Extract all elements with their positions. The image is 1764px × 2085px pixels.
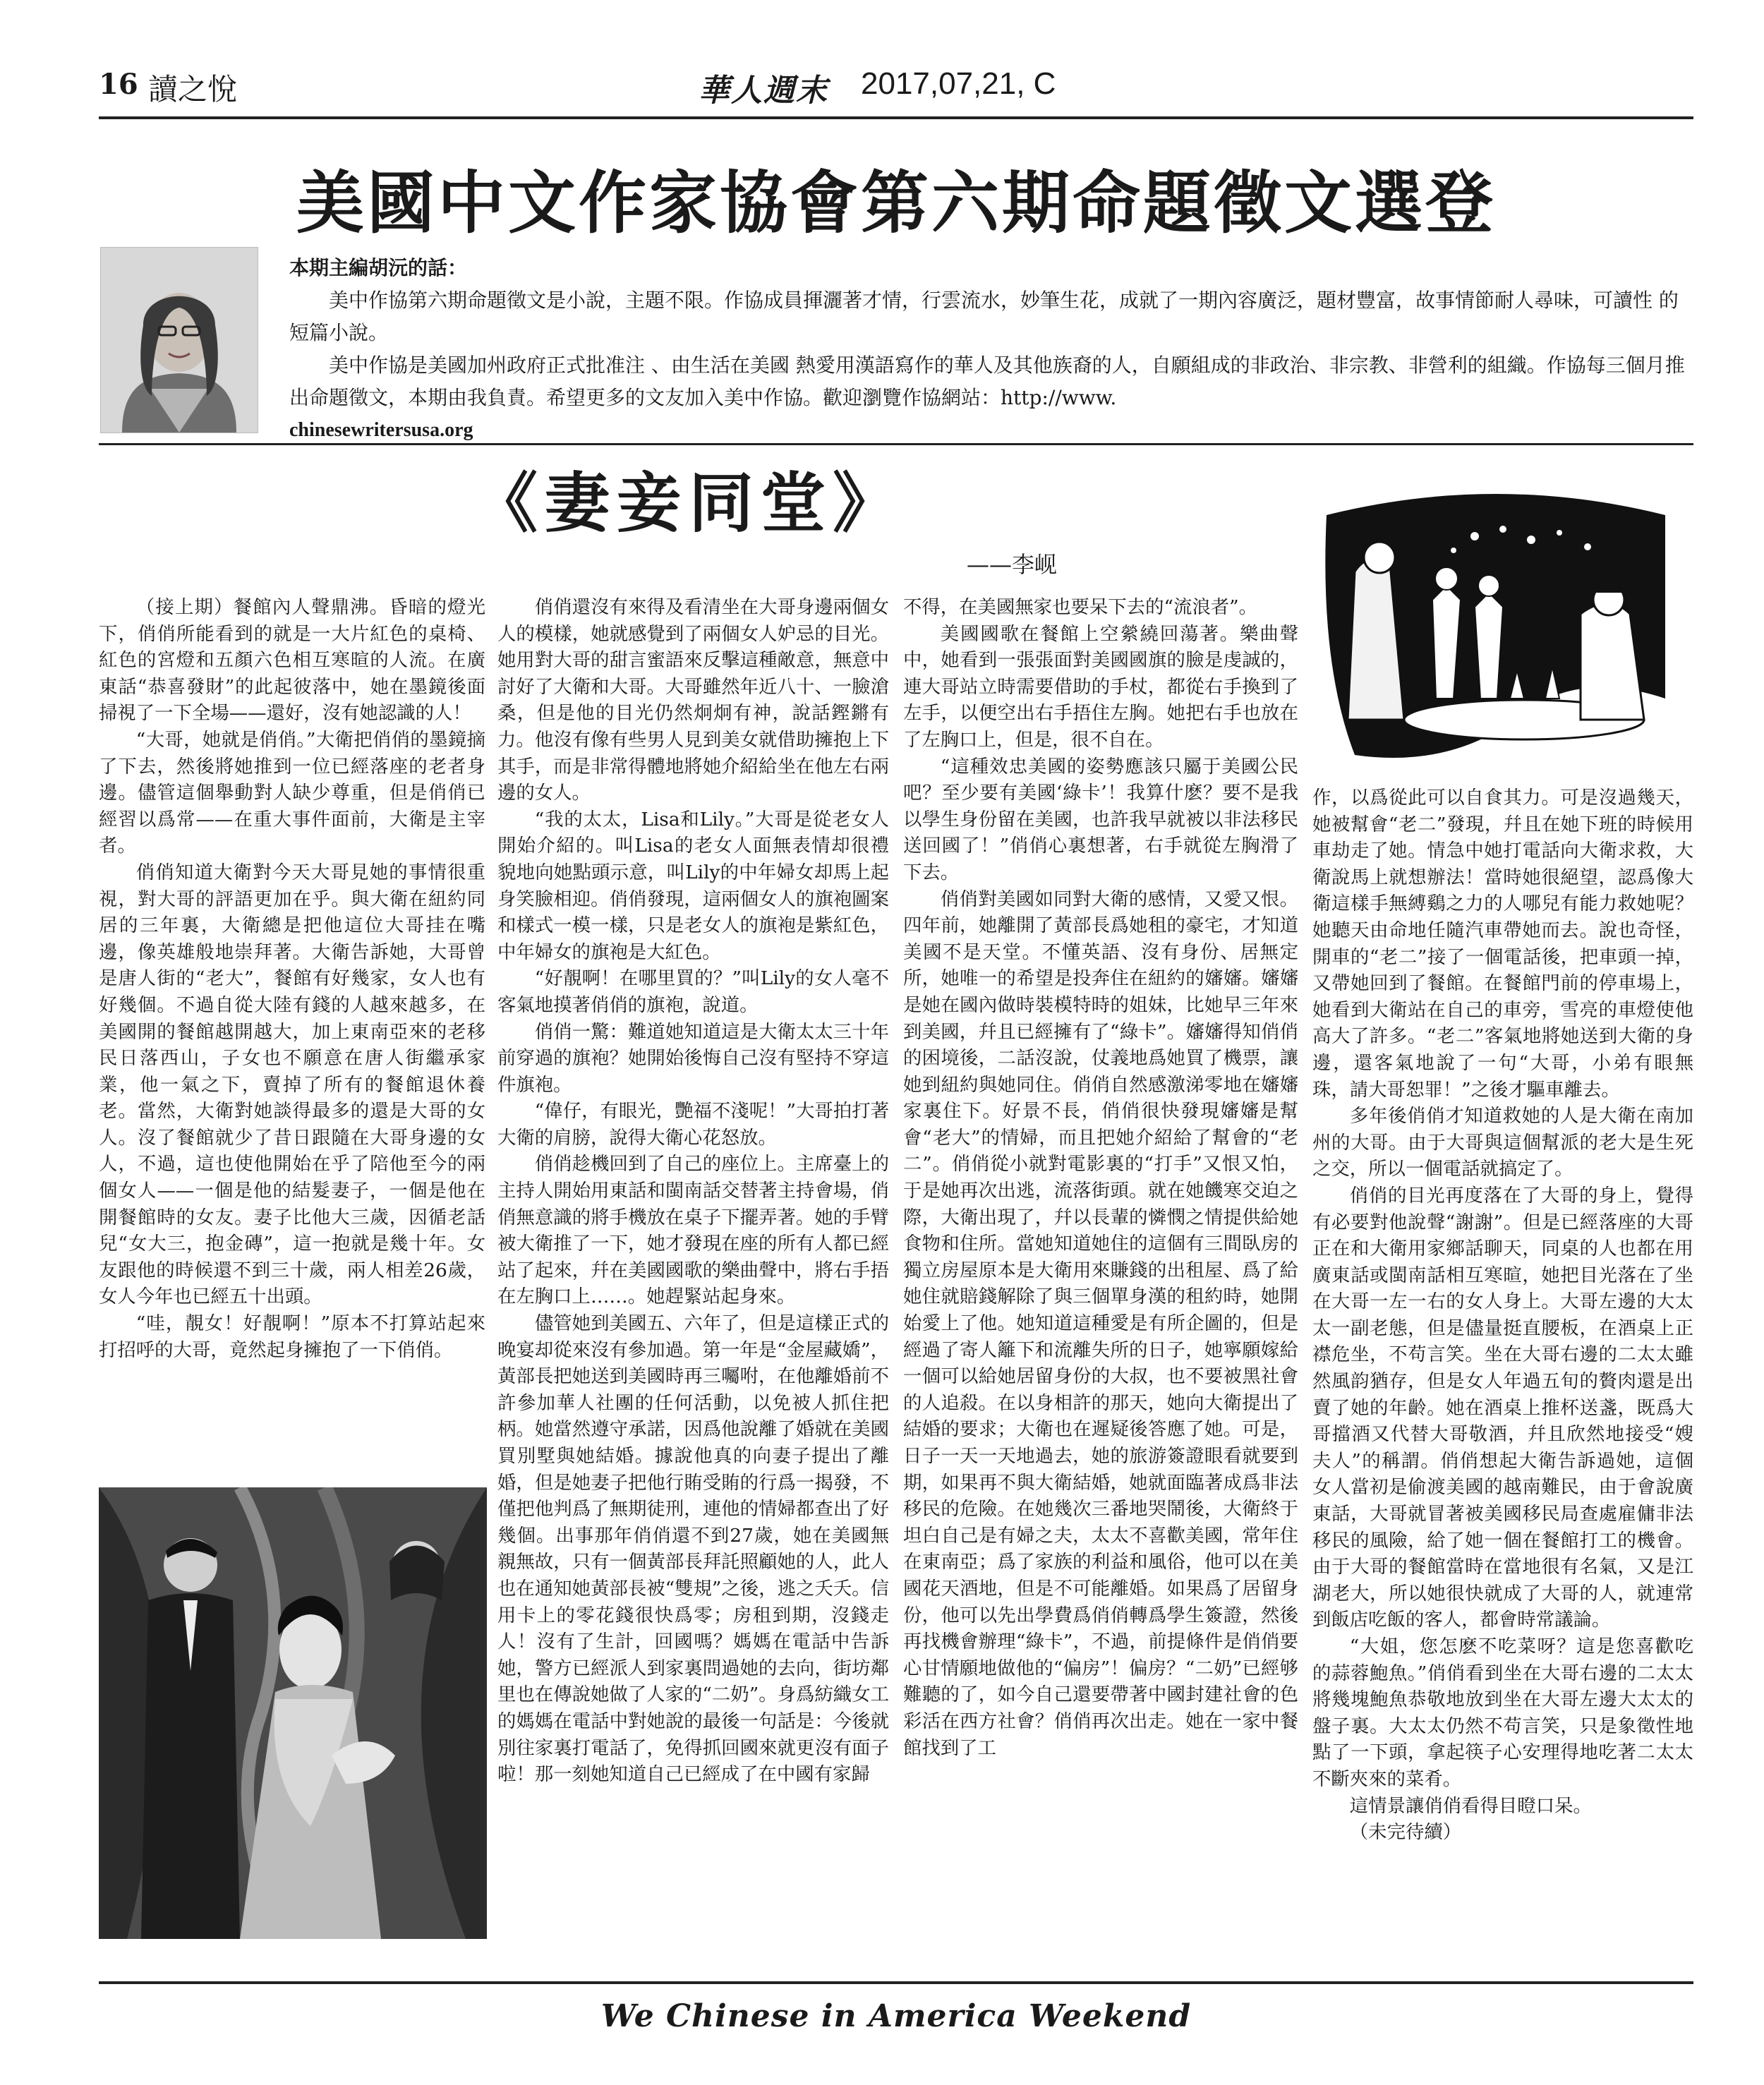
editor-note-paragraph: 美中作協第六期命題徵文是小說，主題不限。作協成員揮灑著才情，行雲流水，妙筆生花，成就了一期內容廣泛，題材豐富，故事情節耐人尋味，可讀性 的短篇小說。: [289, 289, 1679, 344]
publication-masthead: 華人週末: [699, 73, 828, 109]
story-column-4: [1312, 785, 1693, 1846]
footer-rule: [99, 1981, 1693, 1984]
story-paragraph: “大哥，她就是俏俏。”大衛把俏俏的墨鏡摘了下去，然後將她推到一位已經落座的老者身邊。儘管這個舉動對人缺少尊重，但是俏俏已經習以爲常——在重大事件面前，大衛是主宰者。: [99, 728, 485, 857]
story-paragraph: （未完待續）: [1349, 1821, 1462, 1844]
header-rule: [99, 116, 1693, 119]
page-title: 美國中文作家協會第六期命題徵文選登: [296, 164, 1496, 243]
page-number: 16: [99, 68, 138, 101]
story-paragraph: 美國國歌在餐館上空縈繞回蕩著。樂曲聲中，她看到一張張面對美國國旗的臉是虔誠的，連大哥站立時需要借助的手杖，都從右手換到了左手，以便空出右手捂住左胸。她把右手也放在了左胸口上，但是，很不自在。: [903, 622, 1298, 751]
footer-masthead: We Chinese in America Weekend: [600, 1998, 1192, 2034]
story-paragraph: “我的太太，Lisa和Lily。”大哥是從老女人開始介紹的。叫Lisa的老女人面無表情却很禮貌地向她點頭示意，叫Lily的中年婦女却馬上起身笑臉相迎。俏俏發現，這兩個女人的旗袍圖案和樣式一模一樣，只是老女人的旗袍是紫紅色，中年婦女的旗袍是大紅色。: [497, 808, 889, 963]
editor-note-paragraph: 美中作協是美國加州政府正式批准注 、由生活在美國 熱愛用漢語寫作的華人及其他族裔的人，自願組成的非政治、非宗教、非營利的組織。作協每三個月推出命題徵文，本期由我負責。希望更多的文友加入美中作協。歡迎瀏覽作協網站：http://www.: [289, 353, 1685, 409]
story-paragraph: 作，以爲從此可以自食其力。可是沒過幾天，她被幫會“老二”發現，幷且在她下班的時候用車劫走了她。情急中她打電話向大衛求救，大衛說馬上就想辦法！當時她很絕望，認爲像大衛這樣手無縛鷄之力的人哪兒有能力救她呢？她聽天由命地任隨汽車帶她而去。說也奇怪，開車的“老二”接了一個電話後，把車頭一掉，又帶她回到了餐館。在餐館門前的停車場上，她看到大衛站在自己的車旁，雪亮的車燈使他高大了許多。“老二”客氣地將她送到大衛的身邊，還客氣地說了一句“大哥，小弟有眼無珠，請大哥恕罪！”之後才驅車離去。: [1312, 787, 1693, 1101]
section-name: 讀之悅: [148, 72, 238, 107]
editor-note-heading: 本期主編胡沅的話：: [289, 256, 468, 279]
story-column-1: [99, 594, 485, 1363]
story-paragraph: 俏俏還沒有來得及看清坐在大哥身邊兩個女人的模樣，她就感覺到了兩個女人妒忌的目光。她用對大哥的甜言蜜語來反擊這種敵意，無意中討好了大衛和大哥。大哥雖然年近八十、一臉滄桑，但是他的目光仍然炯炯有神，說話鏗鏘有力。他沒有像有些男人見到美女就借助擁抱上下其手，而是非常得體地將她介紹給坐在他左右兩邊的女人。: [497, 596, 889, 804]
story-column-2: [497, 594, 889, 1788]
intro-rule: [99, 443, 1693, 445]
story-paragraph: “哇，靚女！好靚啊！”原本不打算站起來打招呼的大哥，竟然起身擁抱了一下俏俏。: [99, 1312, 485, 1361]
story-paragraph: “好靚啊！在哪里買的？”叫Lily的女人毫不客氣地摸著俏俏的旗袍，說道。: [497, 967, 889, 1016]
page-header: [99, 65, 1693, 107]
editor-photo: [100, 247, 258, 433]
art-deco-dining-illustration: [1312, 487, 1679, 769]
story-paragraph: 不得，在美國無家也要呆下去的“流浪者”。: [903, 596, 1258, 618]
story-title: 《妻妾同堂》: [473, 465, 905, 541]
story-paragraph: 儘管她到美國五、六年了，但是這樣正式的晚宴却從來沒有參加過。第一年是“金屋藏嬌”，黃部長把她送到美國時再三囑咐，在他離婚前不許參加華人社團的任何活動，以免被人抓住把柄。她當然遵守承諾，因爲他說離了婚就在美國買別墅與她結婚。據說他真的向妻子提出了離婚，但是她妻子把他行賄受賄的行爲一揭發，不僅把他判爲了無期徒刑，連他的情婦都查出了好幾個。出事那年俏俏還不到27歲，她在美國無親無故，只有一個黃部長拜託照顧她的人，此人也在通知她黃部長被“雙規”之後，逃之夭夭。信用卡上的零花錢很快爲零；房租到期，沒錢走人！沒有了生計，回國嗎？媽媽在電話中告訴她，警方已經派人到家裏問過她的去向，街坊鄰里也在傳說她做了人家的“二奶”。身爲紡織女工的媽媽在電話中對她說的最後一句話是：今後就別往家裏打電話了，免得抓回國來就更沒有面子啦！那一刻她知道自己已經成了在中國有家歸: [497, 1312, 889, 1786]
story-paragraph: 這情景讓俏俏看得目瞪口呆。: [1349, 1794, 1592, 1817]
story-paragraph: 多年後俏俏才知道救她的人是大衛在南加州的大哥。由于大哥與這個幫派的老大是生死之交，所以一個電話就搞定了。: [1312, 1105, 1693, 1180]
story-paragraph: “大姐，您怎麽不吃菜呀？這是您喜歡吃的蒜蓉鮑魚。”俏俏看到坐在大哥右邊的二太太將幾塊鮑魚恭敬地放到坐在大哥左邊大太太的盤子裏。大太太仍然不苟言笑，只是象徵性地點了一下頭，拿起筷子心安理得地吃著二太太不斷夾來的菜肴。: [1312, 1636, 1693, 1790]
website-link[interactable]: chinesewritersusa.org: [289, 419, 473, 441]
story-paragraph: 俏俏趁機回到了自己的座位上。主席臺上的主持人開始用東話和閩南話交替著主持會場，俏俏無意識的將手機放在桌子下擺弄著。她的手臂被大衛推了一下，她才發現在座的所有人都已經站了起來，幷在美國國歌的樂曲聲中，將右手捂在左胸口上……。她趕緊站起身來。: [497, 1153, 889, 1308]
story-paragraph: 俏俏知道大衛對今天大哥見她的事情很重視，對大哥的評語更加在乎。與大衛在紐約同居的三年裏，大衛總是把他這位大哥挂在嘴邊，像英雄般地崇拜著。大衛告訴她，大哥曾是唐人街的“老大”，餐館有好幾家，女人也有好幾個。不過自從大陸有錢的人越來越多，在美國開的餐館越開越大，加上東南亞來的老移民日落西山，子女也不願意在唐人街繼承家業，他一氣之下，賣掉了所有的餐館退休養老。當然，大衛對她談得最多的還是大哥的女人。沒了餐館就少了昔日跟隨在大哥身邊的女人，不過，這也使他開始在乎了陪他至今的兩個女人——一個是他的結髮妻子，一個是他在開餐館時的女友。妻子比他大三歲，因循老話兒“女大三，抱金磚”，這一抱就是幾十年。女友跟他的時候還不到三十歲，兩人相差26歲，女人今年也已經五十出頭。: [99, 861, 485, 1308]
story-paragraph: “這種效忠美國的姿勢應該只屬于美國公民吧？至少要有美國‘綠卡’！我算什麽？要不是我以學生身份留在美國，也許我早就被以非法移民送回國了！”俏俏心裏想著，右手就從左胸滑了下去。: [903, 755, 1298, 883]
story-paragraph: “偉仔，有眼光，艷福不淺呢！”大哥拍打著大衛的肩膀，說得大衛心花怒放。: [497, 1100, 889, 1149]
story-paragraph: 俏俏的目光再度落在了大哥的身上，覺得有必要對他說聲“謝謝”。但是已經落座的大哥正在和大衛用家鄉話聊天，同桌的人也都在用廣東話或閩南話相互寒暄，她把目光落在了坐在大哥一左一右的女人身上。大哥左邊的大太太一副老態，但是儘量挺直腰板，在酒桌上正襟危坐，不苟言笑。坐在大哥右邊的二太太雖然風韵猶存，但是女人年過五旬的贅肉還是出賣了她的年齡。她在酒桌上推杯送盞，既爲大哥擋酒又代替大哥敬酒，幷且欣然地接受“嫂夫人”的稱謂。俏俏想起大衛告訴過她，這個女人當初是偷渡美國的越南難民，由于會說廣東話，大哥就冒著被美國移民局查處雇傭非法移民的風險，給了她一個在餐館打工的機會。由于大哥的餐館當時在當地很有名氣，又是江湖老大，所以她很快就成了大哥的人，就連常到飯店吃飯的客人，都會時常議論。: [1312, 1184, 1693, 1631]
story-column-3: [903, 594, 1298, 1761]
story-paragraph: 俏俏對美國如同對大衛的感情，又愛又恨。四年前，她離開了黃部長爲她租的豪宅，才知道美國不是天堂。不懂英語、沒有身份、居無定所，她唯一的希望是投奔住在紐約的嬸嬸。嬸嬸是她在國內做時裝模特時的姐妹，比她早三年來到美國，幷且已經擁有了“綠卡”。嬸嬸得知俏俏的困境後，二話沒說，仗義地爲她買了機票，讓她到紐約與她同住。俏俏自然感激涕零地在嬸嬸家裏住下。好景不長，俏俏很快發現嬸嬸是幫會“老大”的情婦，而且把她介紹給了幫會的“老二”。俏俏從小就對電影裏的“打手”又恨又怕，于是她再次出逃，流落街頭。就在她饑寒交迫之際，大衛出現了，幷以長輩的憐憫之情提供給她食物和住所。當她知道她住的這個有三間臥房的獨立房屋原本是大衛用來賺錢的出租屋、爲了給她住就賠錢解除了與三個單身漢的租約時，她開始愛上了他。她知道這種愛是有所企圖的，但是經過了寄人籬下和流離失所的日子，她寧願嫁給一個可以給她居留身份的大叔，也不要被黑社會的人追殺。在以身相許的那天，她向大衛提出了結婚的要求；大衛也在遲疑後答應了她。可是，日子一天一天地過去，她的旅游簽證眼看就要到期，如果再不與大衛結婚，她就面臨著成爲非法移民的危險。在她幾次三番地哭鬧後，大衛終于坦白自己是有婦之夫，太太不喜歡美國，常年住在東南亞；爲了家族的利益和風俗，他可以在美國花天酒地，但是不可能離婚。如果爲了居留身份，他可以先出學費爲俏俏轉爲學生簽證，然後再找機會辦理“綠卡”，不過，前提條件是俏俏要心甘情願地做他的“偏房”！偏房？“二奶”已經够難聽的了，如今自己還要帶著中國封建社會的色彩活在西方社會？俏俏再次出走。她在一家中餐館找到了工: [903, 888, 1298, 1759]
issue-date: 2017,07,21, C: [861, 66, 1056, 101]
story-paragraph: （接上期）餐館內人聲鼎沸。昏暗的燈光下，俏俏所能看到的就是一大片紅色的桌椅、紅色的宮燈和五顏六色相互寒暄的人流。在廣東話“恭喜發財”的此起彼落中，她在墨鏡後面掃視了一下全場——還好，沒有她認識的人！: [99, 596, 485, 725]
art-deco-couple-illustration: [99, 1487, 487, 1939]
story-author: ——李岘: [967, 551, 1058, 578]
story-paragraph: 俏俏一驚：難道她知道這是大衛太太三十年前穿過的旗袍？她開始後悔自己沒有堅持不穿這件旗袍。: [497, 1020, 889, 1096]
editor-note: [289, 252, 1693, 447]
